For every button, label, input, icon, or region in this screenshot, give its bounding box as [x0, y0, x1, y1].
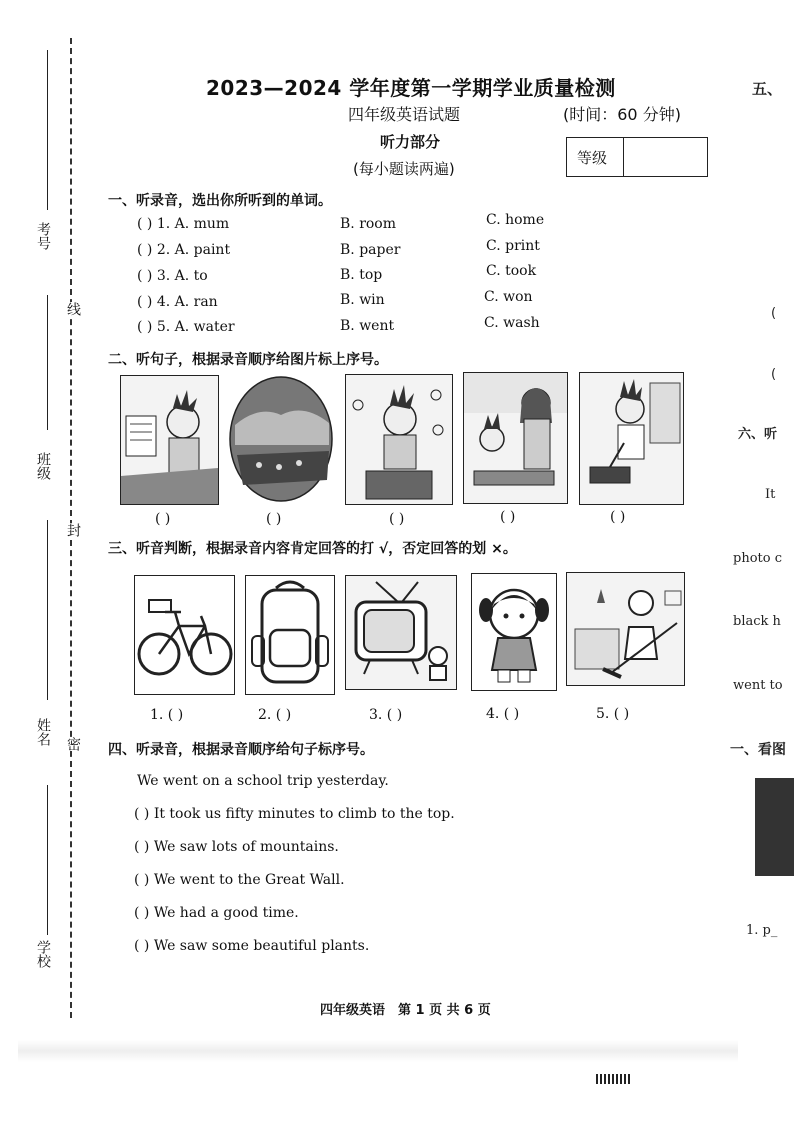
s1-row5-c: C. wash — [484, 315, 540, 331]
next-picture-fragment — [755, 778, 794, 876]
seal-label: 封 — [65, 523, 81, 537]
s1-row1-a: ( ) 1. A. mum — [137, 216, 230, 232]
s4-item-2: ( ) We saw lots of mountains. — [134, 839, 339, 855]
boy-with-bubbles-illustration — [346, 375, 452, 504]
s3-picture-bicycle — [134, 575, 235, 695]
s1-row4-c: C. won — [484, 289, 533, 305]
s1-row4-a: ( ) 4. A. ran — [137, 294, 218, 310]
section2-title: 二、听句子，根据录音顺序给图片标上序号。 — [108, 352, 388, 368]
s2-answer-2[interactable]: ( ) — [266, 511, 282, 527]
boy-reading-illustration — [121, 376, 218, 504]
grade-label: 等级 — [577, 149, 608, 167]
s1-row3-a: ( ) 3. A. to — [137, 268, 208, 284]
s2-picture-4 — [463, 372, 568, 504]
school-blank — [47, 785, 48, 935]
exam-time: (时间：60 分钟) — [563, 105, 681, 124]
s2-picture-2 — [229, 375, 334, 503]
s3-answer-1[interactable]: 1. ( ) — [150, 707, 184, 723]
s1-row5-a: ( ) 5. A. water — [137, 319, 235, 335]
s4-item-1: ( ) It took us fifty minutes to climb to the top. — [134, 806, 455, 822]
next-black: black h — [733, 614, 781, 629]
stamp-mark — [596, 1074, 630, 1084]
name-blank — [47, 520, 48, 700]
s3-answer-2[interactable]: 2. ( ) — [258, 707, 292, 723]
next-p1: 1. p_ — [746, 923, 778, 938]
class-label: 班级 — [35, 452, 51, 480]
s4-intro: We went on a school trip yesterday. — [137, 773, 389, 789]
s2-picture-1 — [120, 375, 219, 505]
s2-answer-5[interactable]: ( ) — [610, 509, 626, 525]
next-paren1: ( — [771, 306, 777, 321]
s4-item-5: ( ) We saw some beautiful plants. — [134, 938, 370, 954]
s1-row2-c: C. print — [486, 238, 540, 254]
exam-title: 2023—2024 学年度第一学期学业质量检测 — [206, 76, 616, 100]
s3-answer-5[interactable]: 5. ( ) — [596, 706, 630, 722]
s3-answer-3[interactable]: 3. ( ) — [369, 707, 403, 723]
s2-answer-3[interactable]: ( ) — [389, 511, 405, 527]
s1-row1-c: C. home — [486, 212, 545, 228]
line-label: 线 — [65, 302, 81, 316]
s1-row4-b: B. win — [340, 292, 385, 308]
exam-no-blank — [47, 50, 48, 210]
section4-title: 四、听录音，根据录音顺序给句子标序号。 — [108, 742, 374, 758]
next-five: 五、 — [752, 80, 783, 98]
s2-answer-1[interactable]: ( ) — [155, 511, 171, 527]
bicycle-icon — [135, 576, 234, 694]
read-twice-note: (每小题读两遍) — [353, 160, 455, 178]
s3-picture-tv — [345, 575, 457, 690]
grade-box — [566, 137, 708, 177]
next-went: went to — [733, 678, 783, 693]
name-label: 姓名 — [35, 718, 51, 746]
tv-icon — [346, 576, 456, 689]
s4-item-3: ( ) We went to the Great Wall. — [134, 872, 345, 888]
s1-row5-b: B. went — [340, 318, 395, 334]
next-it: It — [765, 487, 776, 502]
class-blank — [47, 295, 48, 430]
backpack-icon — [246, 576, 334, 694]
s2-picture-3 — [345, 374, 453, 505]
s4-item-4: ( ) We had a good time. — [134, 905, 299, 921]
exam-no-label: 考号 — [35, 222, 51, 250]
s2-picture-5 — [579, 372, 684, 505]
s1-row2-b: B. paper — [340, 242, 401, 258]
s3-picture-doll — [471, 573, 557, 691]
next-photo: photo c — [733, 551, 782, 566]
grade-input[interactable] — [625, 138, 705, 176]
s3-answer-4[interactable]: 4. ( ) — [486, 706, 520, 722]
s3-picture-backpack — [245, 575, 335, 695]
mountain-scenery-illustration — [229, 375, 334, 503]
section1-title: 一、听录音，选出你所听到的单词。 — [108, 193, 332, 209]
s1-row1-b: B. room — [340, 216, 397, 232]
s2-answer-4[interactable]: ( ) — [500, 509, 516, 525]
s1-row2-a: ( ) 2. A. paint — [137, 242, 231, 258]
next-six: 六、听 — [738, 427, 778, 442]
girl-mopping-illustration — [567, 573, 684, 685]
grade-box-divider — [623, 138, 624, 176]
next-paren2: ( — [771, 367, 777, 382]
page-footer: 四年级英语 第 1 页 共 6 页 — [320, 1003, 491, 1018]
doll-icon — [472, 574, 556, 690]
scan-shadow — [18, 1040, 738, 1062]
children-cooking-illustration — [464, 373, 567, 503]
s1-row3-c: C. took — [486, 263, 537, 279]
school-label: 学校 — [35, 940, 51, 968]
section3-title: 三、听音判断，根据录音内容肯定回答的打 √，否定回答的划 ×。 — [108, 541, 517, 557]
exam-subtitle: 四年级英语试题 — [348, 105, 461, 124]
next-look: 一、看图 — [730, 742, 786, 758]
secret-label: 密 — [65, 737, 81, 751]
boy-vacuuming-illustration — [580, 373, 683, 504]
listening-part: 听力部分 — [380, 133, 441, 151]
s3-picture-girl-mopping — [566, 572, 685, 686]
s1-row3-b: B. top — [340, 267, 383, 283]
